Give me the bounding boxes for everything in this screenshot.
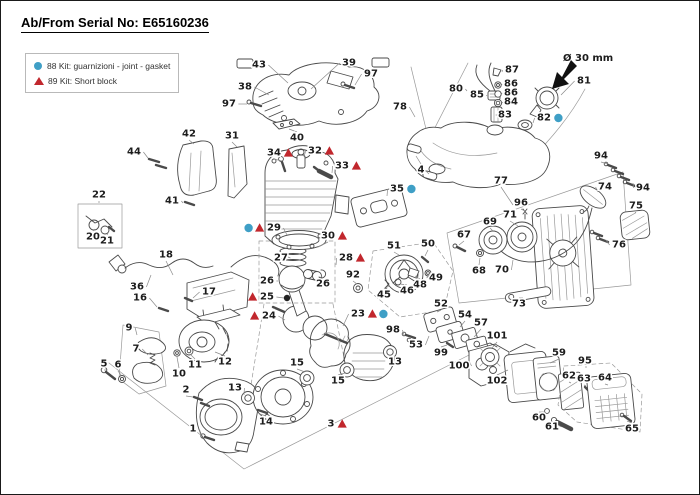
shortblock-kit-triangle-marker bbox=[356, 253, 365, 261]
shortblock-kit-triangle-marker bbox=[255, 223, 264, 231]
part-label: 25 bbox=[260, 291, 274, 303]
part-label: 76 bbox=[612, 239, 626, 251]
part-label: 85 bbox=[470, 89, 484, 101]
part-label: 38 bbox=[238, 81, 252, 93]
part-label: 48 bbox=[413, 279, 427, 291]
part-label: 61 bbox=[545, 421, 559, 433]
part-label: 49 bbox=[429, 272, 443, 284]
part-label: 14 bbox=[259, 416, 273, 428]
part-label: 44 bbox=[127, 146, 141, 158]
legend-label: 89 Kit: Short block bbox=[48, 75, 117, 86]
part-label: 15 bbox=[290, 357, 304, 369]
leader-line bbox=[486, 95, 487, 96]
page-title: Ab/From Serial No: E65160236 bbox=[21, 15, 209, 33]
part-label: 69 bbox=[483, 216, 497, 228]
part-label: 77 bbox=[494, 175, 508, 187]
part-label: 4 bbox=[417, 164, 425, 176]
part-label: 41 bbox=[165, 195, 179, 207]
leader-line bbox=[394, 252, 399, 255]
part-label: 30 bbox=[321, 230, 335, 242]
part-label: 100 bbox=[448, 360, 470, 372]
part-label: 94 bbox=[594, 150, 608, 162]
part-label: 20 bbox=[86, 231, 100, 243]
diagram-art bbox=[78, 58, 650, 469]
part-label: 51 bbox=[387, 240, 401, 252]
part-label: 75 bbox=[629, 200, 643, 212]
leader-line bbox=[501, 187, 513, 205]
part-label: 67 bbox=[457, 229, 471, 241]
part-label: 70 bbox=[495, 264, 509, 276]
part-label: 87 bbox=[505, 64, 519, 76]
part-label: 80 bbox=[449, 83, 463, 95]
part-label: 53 bbox=[409, 339, 423, 351]
leader-line bbox=[143, 152, 148, 158]
gasket-kit-dot-marker bbox=[244, 224, 252, 232]
part-label: 101 bbox=[486, 330, 508, 342]
leader-line bbox=[479, 258, 480, 265]
diameter-arrow-icon bbox=[552, 60, 577, 89]
leader-line bbox=[425, 250, 428, 256]
part-label: 32 bbox=[308, 145, 322, 157]
part-label: 86 bbox=[504, 87, 518, 99]
part-label: 57 bbox=[474, 317, 488, 329]
leader-line bbox=[459, 241, 464, 245]
part-label: 6 bbox=[114, 359, 122, 371]
exploded-parts-diagram bbox=[1, 1, 700, 495]
part-label: 26 bbox=[316, 278, 330, 290]
part-label: 34 bbox=[267, 147, 281, 159]
part-label: 50 bbox=[421, 238, 435, 250]
part-label: 98 bbox=[386, 324, 400, 336]
part-label: 13 bbox=[388, 356, 402, 368]
gasket-kit-dot-marker bbox=[407, 185, 415, 193]
part-label: 73 bbox=[512, 298, 526, 310]
leader-line bbox=[336, 258, 337, 265]
leader-line bbox=[584, 385, 586, 386]
part-label: 5 bbox=[100, 358, 108, 370]
part-label: 35 bbox=[390, 183, 404, 195]
shortblock-kit-triangle-marker bbox=[368, 309, 377, 317]
part-label: 74 bbox=[598, 181, 612, 193]
leader-line bbox=[353, 281, 357, 284]
part-label: 60 bbox=[532, 412, 546, 424]
part-label: 39 bbox=[342, 57, 356, 69]
part-label: 78 bbox=[393, 101, 407, 113]
leader-line bbox=[146, 275, 151, 287]
part-label: 36 bbox=[130, 281, 144, 293]
legend-label: 88 Kit: guarnizioni - joint - gasket bbox=[47, 60, 171, 71]
part-label: 86 bbox=[504, 78, 518, 90]
part-label: 28 bbox=[339, 252, 353, 264]
part-label: 12 bbox=[218, 356, 232, 368]
leader-line bbox=[232, 142, 237, 147]
shortblock-kit-triangle-marker bbox=[250, 311, 259, 319]
part-label: 26 bbox=[260, 275, 274, 287]
part-label: 82 bbox=[537, 112, 551, 124]
part-label: 81 bbox=[577, 75, 591, 87]
part-label: 29 bbox=[267, 222, 281, 234]
shortblock-kit-triangle-marker bbox=[338, 419, 347, 427]
part-label: 24 bbox=[262, 310, 276, 322]
part-label: 45 bbox=[377, 289, 391, 301]
part-label: 17 bbox=[202, 286, 216, 298]
part-label: 43 bbox=[252, 59, 266, 71]
leader-line bbox=[633, 183, 634, 188]
part-label: 42 bbox=[182, 128, 196, 140]
part-label: 102 bbox=[486, 375, 508, 387]
part-label: 46 bbox=[400, 285, 414, 297]
leader-line bbox=[181, 201, 183, 203]
gasket-kit-dot-marker bbox=[379, 310, 387, 318]
part-label: 31 bbox=[225, 130, 239, 142]
part-label: 62 bbox=[562, 370, 576, 382]
leader-line bbox=[533, 118, 535, 123]
shortblock-kit-triangle-marker bbox=[352, 161, 361, 169]
part-label: 10 bbox=[172, 368, 186, 380]
gasket-kit-dot-marker bbox=[554, 114, 562, 122]
leader-line bbox=[276, 297, 284, 298]
part-label: 3 bbox=[327, 418, 335, 430]
shortblock-kit-triangle-marker bbox=[248, 292, 257, 300]
part-label: 96 bbox=[514, 197, 528, 209]
part-label: 2 bbox=[182, 384, 190, 396]
part-label: 1 bbox=[189, 423, 197, 435]
part-label: 33 bbox=[335, 160, 349, 172]
leader-line bbox=[297, 369, 305, 372]
part-label: 52 bbox=[434, 298, 448, 310]
part-label: 54 bbox=[458, 309, 472, 321]
leader-line bbox=[511, 260, 513, 270]
part-label: 68 bbox=[472, 265, 486, 277]
part-label: 99 bbox=[434, 347, 448, 359]
part-label: 11 bbox=[188, 359, 202, 371]
part-label: 84 bbox=[504, 96, 518, 108]
part-label: 97 bbox=[364, 68, 378, 80]
part-label: 63 bbox=[577, 373, 591, 385]
part-label: 13 bbox=[228, 382, 242, 394]
leader-line bbox=[502, 70, 503, 72]
part-label: 27 bbox=[274, 252, 288, 264]
part-label: 16 bbox=[133, 292, 147, 304]
leader-line bbox=[288, 257, 290, 258]
part-label: 9 bbox=[125, 322, 133, 334]
leader-line bbox=[425, 336, 429, 345]
part-label: 64 bbox=[598, 372, 612, 384]
leader-line bbox=[409, 107, 415, 117]
part-label: 7 bbox=[132, 343, 140, 355]
part-label: 65 bbox=[625, 423, 639, 435]
part-label: 92 bbox=[346, 269, 360, 281]
part-label: 83 bbox=[498, 109, 512, 121]
leader-line bbox=[135, 328, 137, 335]
leader-line bbox=[177, 357, 179, 368]
shortblock-kit-triangle-marker bbox=[325, 146, 334, 154]
diameter-annotation: Ø 30 mm bbox=[563, 53, 614, 64]
part-label: 21 bbox=[100, 235, 114, 247]
part-label: 18 bbox=[159, 249, 173, 261]
leader-line bbox=[149, 298, 157, 307]
part-label: 94 bbox=[636, 182, 650, 194]
shortblock-kit-triangle-marker bbox=[338, 231, 347, 239]
leader-line bbox=[465, 89, 467, 91]
part-label: 22 bbox=[92, 189, 106, 201]
leader-line bbox=[343, 314, 349, 326]
part-label: 23 bbox=[351, 308, 365, 320]
part-label: 71 bbox=[503, 209, 517, 221]
part-label: 40 bbox=[290, 132, 304, 144]
leader-line bbox=[186, 396, 193, 397]
part-label: 59 bbox=[552, 347, 566, 359]
part-label: 97 bbox=[222, 98, 236, 110]
part-label: 95 bbox=[578, 355, 592, 367]
part-label: 15 bbox=[331, 375, 345, 387]
